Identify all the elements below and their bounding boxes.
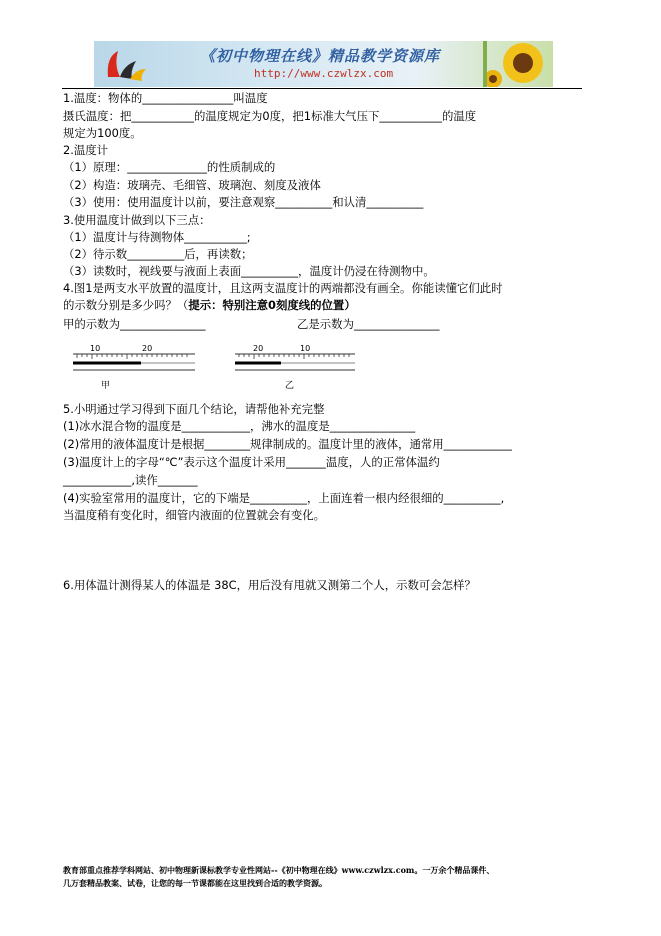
q4-jia-answer: 甲的示数为_______________ (63, 317, 206, 331)
q5-item4-cont: 当温度稍有变化时，细管内液面的位置就会有变化。 (63, 508, 325, 522)
q1-line: 1.温度：物体的________________叫温度 (63, 91, 268, 105)
jia-label: 甲 (101, 381, 111, 391)
yi-label: 乙 (285, 381, 295, 391)
q3-title: 3.使用温度计做到以下三点： (63, 213, 211, 227)
q5-item2: (2)常用的液体温度计是根据________规律制成的。温度计里的液体，通常用____________ (63, 437, 512, 451)
sunflower-image (483, 41, 553, 87)
banner-title: 《初中物理在线》精品教学资源库 (200, 47, 441, 65)
banner-url[interactable]: http://www.czwlzx.com (254, 67, 394, 80)
q5-item3: (3)温度计上的字母“℃”表示这个温度计采用_______温度，人的正常体温约 (63, 455, 440, 469)
thermometer-yi (235, 344, 355, 391)
jia-tick-20: 20 (142, 344, 153, 353)
q2-title: 2.温度计 (63, 143, 109, 157)
site-logo-icon (102, 47, 150, 83)
q2-structure: （2）构造：玻璃壳、毛细管、玻璃泡、刻度及液体 (63, 178, 321, 192)
q4-hint: 提示：特别注意0刻度线的位置） (188, 298, 356, 312)
q3-step2: （2）待示数__________后，再读数； (63, 247, 253, 261)
jia-tick-10: 10 (90, 344, 101, 353)
q5-item1: (1)冰水混合物的温度是____________，沸水的温度是_______________ (63, 419, 416, 433)
q5-item4: (4)实验室常用的温度计，它的下端是__________，上面连着一根内经很细的__________, (63, 491, 505, 505)
header-banner (94, 41, 553, 87)
q4-line1: 4.图1是两支水平放置的温度计，且这两支温度计的两端都没有画全。你能读懂它们此时 (63, 281, 503, 295)
q2-usage: （3）使用：使用温度计以前，要注意观察__________和认清__________ (63, 195, 424, 209)
q1-celsius-line-cont: 规定为100度。 (63, 126, 142, 140)
footer-line2: 几万套精品教案、试卷，让您的每一节课都能在这里找到合适的教学资源。 (63, 878, 327, 888)
footer-line1: 教育部重点推荐学科网站、初中物理新课标教学专业性网站--《初中物理在线》www.czwlzx.com。一万余个精品课件、 (63, 865, 495, 875)
q4-yi-answer: 乙是示数为_______________ (297, 317, 440, 331)
header-rule (62, 88, 582, 89)
thermometer-jia (73, 344, 195, 391)
q6-line: 6.用体温计测得某人的体温是 38C，用后没有甩就又测第二个人，示数可会怎样？ (63, 578, 476, 592)
q3-step3: （3）读数时，视线要与液面上表面__________，温度计仍浸在待测物中。 (63, 264, 435, 278)
q1-celsius-line: 摄氏温度：把___________的温度规定为0度，把1标准大气压下___________的温度 (63, 109, 477, 123)
q4-line2 (63, 298, 356, 312)
thermometer-figure (63, 336, 363, 394)
q5-title: 5.小明通过学习得到下面几个结论，请帮他补充完整 (63, 402, 325, 416)
q2-principle: （1）原理：______________的性质制成的 (63, 160, 276, 174)
yi-tick-20: 20 (253, 344, 264, 353)
q3-step1: （1）温度计与待测物体___________; (63, 230, 251, 244)
yi-tick-10: 10 (300, 344, 311, 353)
q5-item3-cont: ____________,读作_______ (63, 473, 198, 487)
q4-line2-text: 的示数分别是多少吗？（ (63, 298, 189, 312)
